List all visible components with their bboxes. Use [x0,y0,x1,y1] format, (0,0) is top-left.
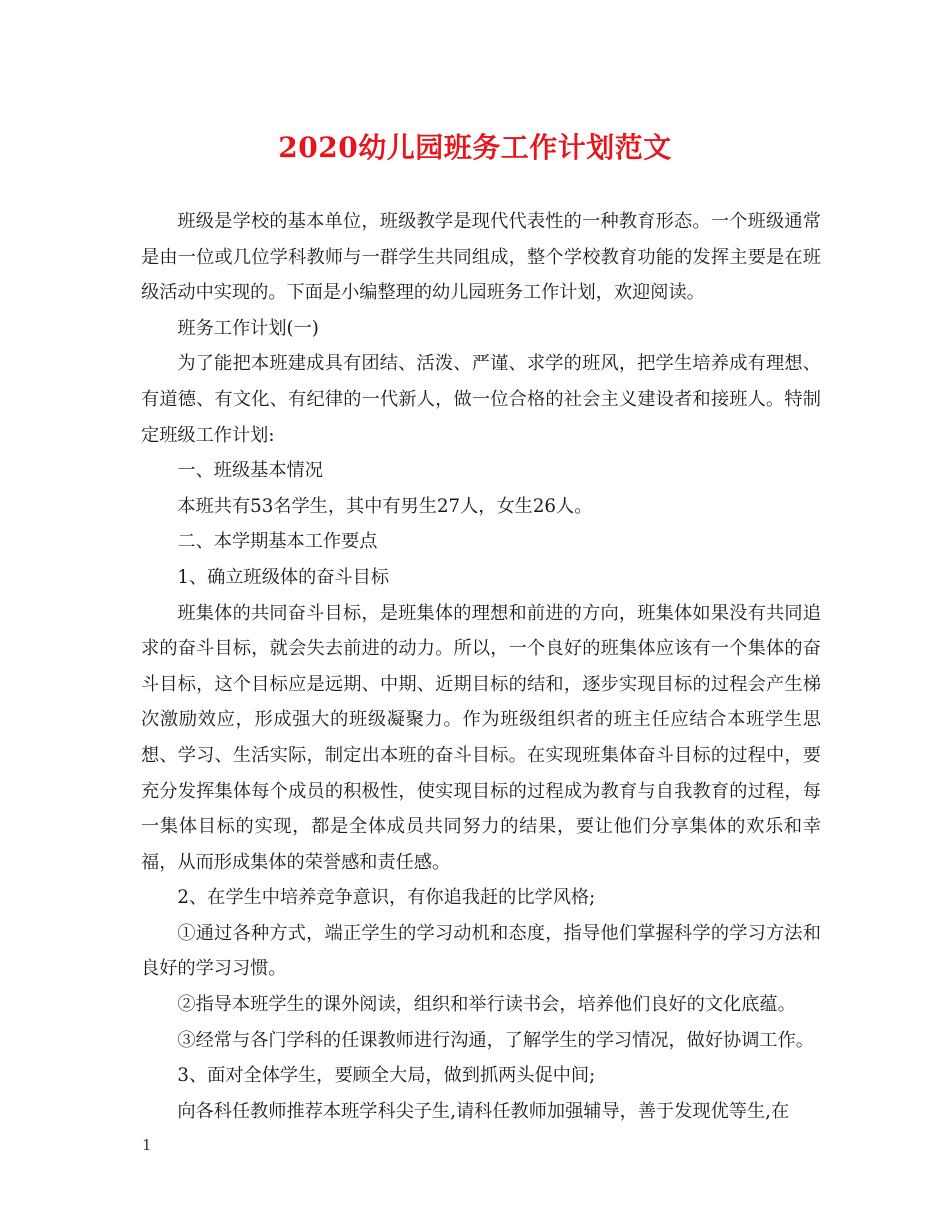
list-item-2: ②指导本班学生的课外阅读，组织和举行读书会，培养他们良好的文化底蕴。 [177,994,796,1016]
class-size-paragraph: 本班共有53名学生，其中有男生27人，女生26人。 [177,495,593,517]
recommend-paragraph: 向各科任教师推荐本班学科尖子生,请科任教师加强辅导，善于发现优等生,在 [177,1100,790,1122]
document-body [141,204,821,1129]
list-item-1: ①通过各种方式，端正学生的学习动机和态度，指导他们掌握科学的学习方法和良好的学习习惯。 [141,922,821,980]
purpose-paragraph: 为了能把本班建成具有团结、活泼、严谨、求学的班风，把学生培养成有理想、有道德、有文化、有纪律的一代新人，做一位合格的社会主义建设者和接班人。特制定班级工作计划: [141,353,821,446]
subheading-all-students: 3、面对全体学生，要顾全大局，做到抓两头促中间; [177,1065,596,1087]
page-number: 1 [142,1136,152,1154]
list-item-3: ③经常与各门学科的任课教师进行沟通，了解学生的学习情况，做好协调工作。 [177,1029,814,1051]
section-heading-plan-one: 班务工作计划(一) [177,317,319,339]
section-heading-basic-info: 一、班级基本情况 [177,460,323,482]
intro-paragraph: 班级是学校的基本单位，班级教学是现代代表性的一种教育形态。一个班级通常是由一位或几位学科教师与一群学生共同组成，整个学校教育功能的发挥主要是在班级活动中实现的。下面是小编整理的幼儿园班务工作计划，欢迎阅读。 [141,211,821,304]
goal-paragraph: 班集体的共同奋斗目标，是班集体的理想和前进的方向，班集体如果没有共同追求的奋斗目标，就会失去前进的动力。所以，一个良好的班集体应该有一个集体的奋斗目标，这个目标应是远期、中期、近期目标的结和，逐步实现目标的过程会产生梯次激励效应，形成强大的班级凝聚力。作为班级组织者的班主任应结合本班学生思想、学习、生活实际，制定出本班的奋斗目标。在实现班集体奋斗目标的过程中，要充分发挥集体每个成员的积极性，使实现目标的过程成为教育与自我教育的过程，每一集体目标的实现，都是全体成员共同努力的结果，要让他们分享集体的欢乐和幸福，从而形成集体的荣誉感和责任感。 [141,602,821,873]
subheading-goal: 1、确立班级体的奋斗目标 [177,566,390,588]
section-heading-work-points: 二、本学期基本工作要点 [177,531,378,553]
document-title: 2020幼儿园班务工作计划范文 [278,131,672,164]
subheading-competition: 2、在学生中培养竞争意识，有你追我赶的比学风格; [177,887,596,909]
